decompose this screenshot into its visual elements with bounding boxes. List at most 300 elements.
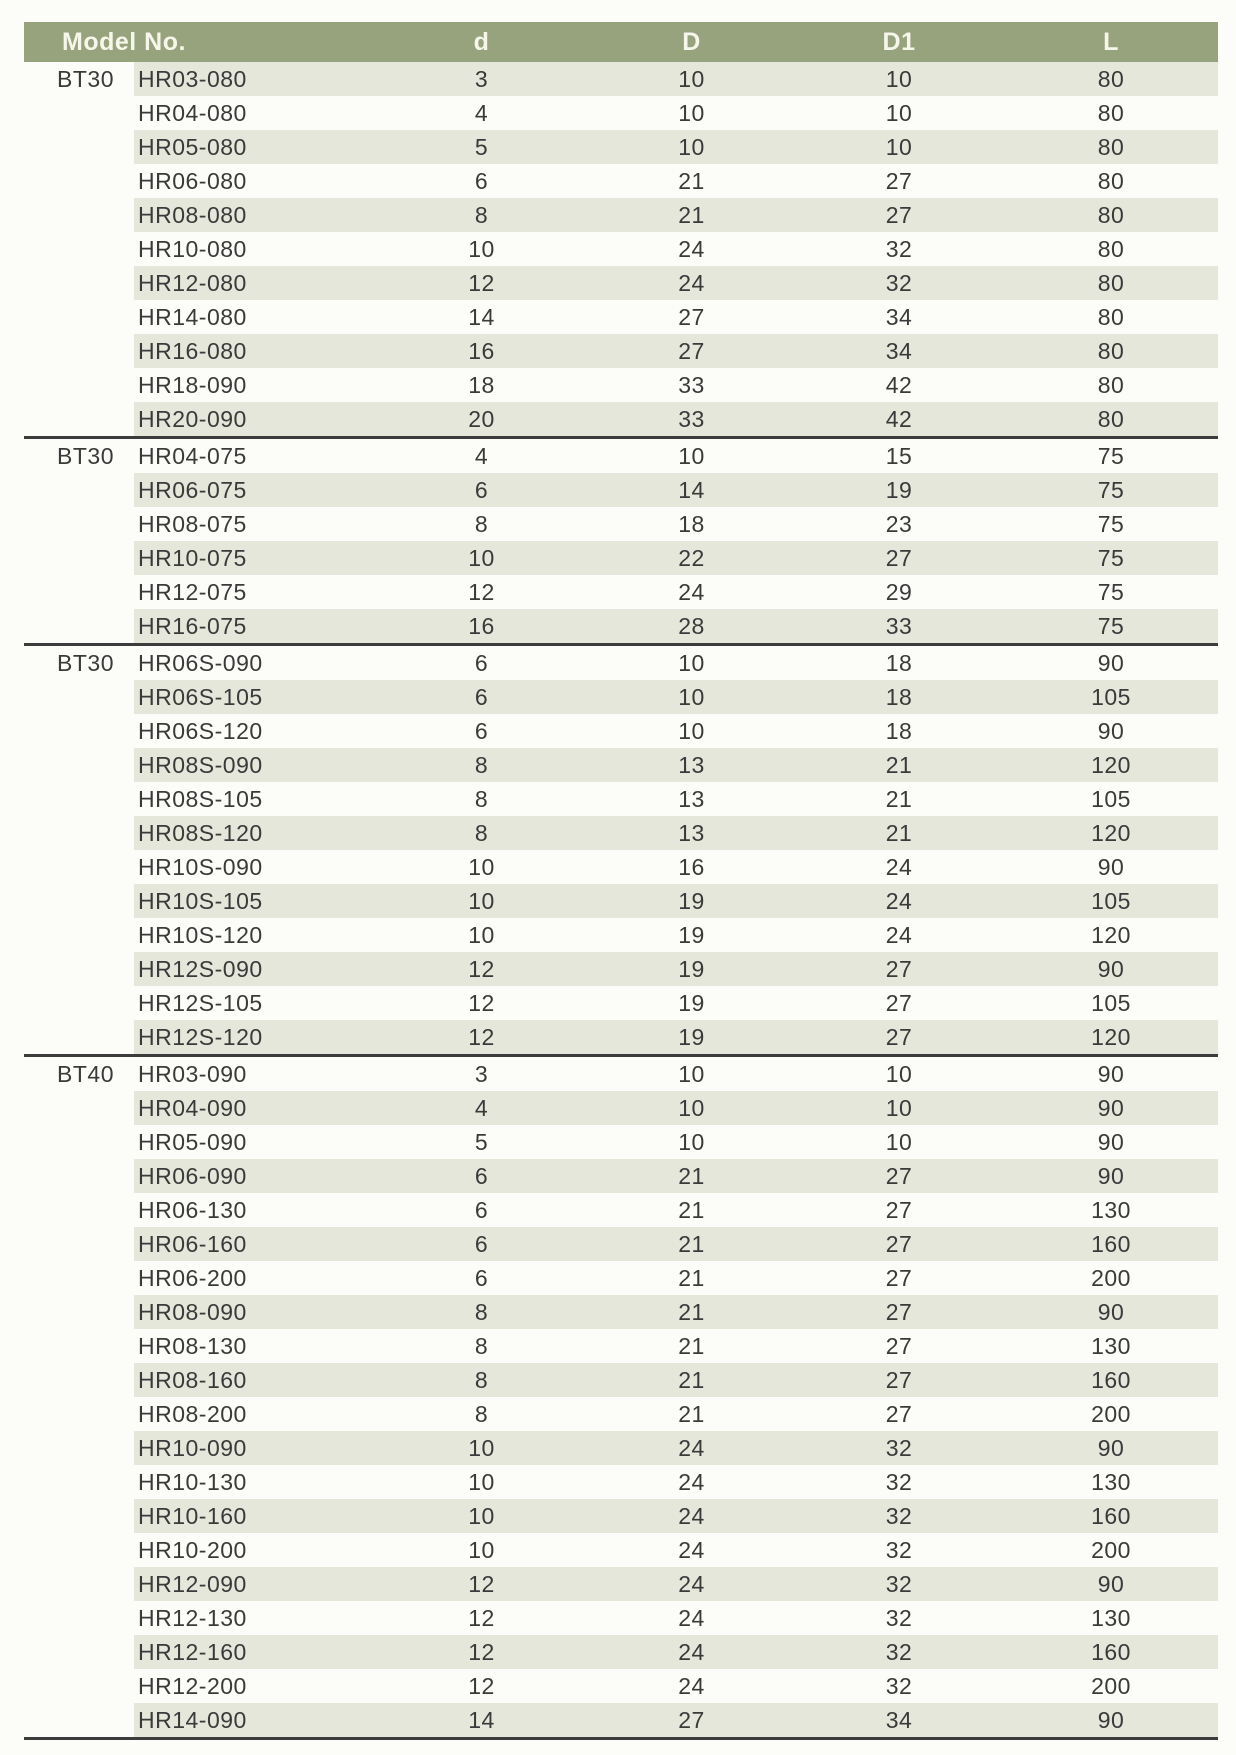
table-row: [24, 438, 1218, 474]
value-cell: 21: [589, 1295, 794, 1329]
value-cell: 90: [1097, 717, 1125, 744]
value-cell: 32: [794, 1635, 1004, 1669]
value-cell: 90: [1004, 1159, 1218, 1193]
model-no-cell: HR08-130: [138, 1332, 247, 1359]
value-cell: 90: [1004, 645, 1218, 681]
column-header-model-no: Model No.: [24, 22, 374, 62]
model-no-cell: HR20-090: [134, 402, 374, 438]
value-cell: 160: [1004, 1227, 1218, 1261]
value-cell: 4: [474, 99, 489, 126]
table-row: [24, 850, 1218, 884]
table-header: [24, 22, 1218, 62]
value-cell: 19: [589, 884, 794, 918]
value-cell: 32: [885, 1672, 913, 1699]
model-no-cell: HR03-090: [134, 1056, 374, 1092]
value-cell: 120: [1004, 816, 1218, 850]
value-cell: 130: [1091, 1196, 1131, 1223]
table-row: [24, 1499, 1218, 1533]
table-row: [24, 1703, 1218, 1739]
group-label-cell: [24, 714, 134, 748]
value-cell: 12: [374, 1635, 589, 1669]
group-label-cell: [24, 748, 134, 782]
table-row: [24, 164, 1218, 198]
value-cell: 8: [474, 785, 489, 812]
value-cell: 18: [794, 680, 1004, 714]
group-label-cell: BT30: [24, 645, 134, 681]
model-no-cell: HR04-075: [134, 438, 374, 474]
value-cell: 24: [678, 1536, 705, 1563]
group-label-cell: [24, 368, 134, 402]
value-cell: 75: [1097, 578, 1125, 605]
value-cell: 27: [885, 167, 913, 194]
value-cell: 15: [794, 438, 1004, 474]
value-cell: 33: [794, 609, 1004, 645]
value-cell: 8: [474, 510, 489, 537]
model-no-cell: HR08S-120: [134, 816, 374, 850]
value-cell: 200: [1091, 1264, 1131, 1291]
model-no-cell: HR04-090: [134, 1091, 374, 1125]
value-cell: 24: [678, 1604, 705, 1631]
value-cell: 10: [678, 1128, 705, 1155]
value-cell: 160: [1004, 1363, 1218, 1397]
value-cell: 24: [678, 1672, 705, 1699]
value-cell: 12: [374, 1567, 589, 1601]
header-row: [24, 22, 1218, 62]
group-label-cell: [24, 507, 134, 541]
table-row: [24, 1635, 1218, 1669]
model-no-cell: HR06S-120: [138, 717, 263, 744]
value-cell: 6: [474, 1196, 489, 1223]
value-cell: 32: [794, 266, 1004, 300]
value-cell: 105: [1004, 884, 1218, 918]
model-no-cell: HR16-080: [134, 334, 374, 368]
value-cell: 24: [678, 1468, 705, 1495]
value-cell: 80: [1097, 371, 1125, 398]
group-label-cell: [24, 1567, 134, 1601]
value-cell: 27: [589, 1703, 794, 1739]
table-row: [24, 232, 1218, 266]
value-cell: 27: [885, 989, 913, 1016]
model-no-cell: HR16-075: [134, 609, 374, 645]
model-no-cell: HR12S-105: [138, 989, 263, 1016]
value-cell: 24: [589, 1635, 794, 1669]
group-label-cell: [24, 1261, 134, 1295]
value-cell: 105: [1091, 989, 1131, 1016]
table-row: [24, 1397, 1218, 1431]
model-no-cell: HR12S-120: [134, 1020, 374, 1056]
value-cell: 90: [1004, 1091, 1218, 1125]
value-cell: 6: [474, 1264, 489, 1291]
model-no-cell: HR14-080: [138, 303, 247, 330]
table-row: [24, 645, 1218, 681]
value-cell: 12: [468, 989, 495, 1016]
group-label-cell: [24, 1397, 134, 1431]
table-row: [24, 1465, 1218, 1499]
group-label-cell: [24, 1159, 134, 1193]
model-no-cell: HR03-080: [134, 62, 374, 96]
value-cell: 130: [1091, 1332, 1131, 1359]
value-cell: 42: [794, 402, 1004, 438]
model-no-cell: HR08-200: [138, 1400, 247, 1427]
table-row: [24, 748, 1218, 782]
value-cell: 14: [374, 1703, 589, 1739]
value-cell: 12: [374, 952, 589, 986]
table-row: [24, 1261, 1218, 1295]
value-cell: 32: [794, 1431, 1004, 1465]
value-cell: 130: [1091, 1468, 1131, 1495]
group-label-cell: [24, 952, 134, 986]
value-cell: 10: [794, 1091, 1004, 1125]
value-cell: 24: [885, 853, 913, 880]
value-cell: 12: [468, 578, 495, 605]
value-cell: 27: [885, 1264, 913, 1291]
value-cell: 29: [885, 578, 913, 605]
value-cell: 21: [678, 167, 705, 194]
group-label-cell: [24, 680, 134, 714]
value-cell: 90: [1004, 952, 1218, 986]
group-label-cell: [24, 1091, 134, 1125]
value-cell: 19: [678, 989, 705, 1016]
value-cell: 10: [468, 1536, 495, 1563]
group-label-cell: [24, 334, 134, 368]
group-label-cell: [24, 198, 134, 232]
model-no-cell: HR05-090: [138, 1128, 247, 1155]
model-no-cell: HR10S-120: [138, 921, 263, 948]
value-cell: 32: [885, 1536, 913, 1563]
group-label-cell: [24, 1295, 134, 1329]
table-row: [24, 1193, 1218, 1227]
value-cell: 27: [589, 334, 794, 368]
value-cell: 6: [374, 680, 589, 714]
group-label-cell: [24, 164, 134, 198]
value-cell: 10: [589, 130, 794, 164]
value-cell: 34: [794, 1703, 1004, 1739]
value-cell: 27: [885, 1400, 913, 1427]
value-cell: 8: [374, 198, 589, 232]
value-cell: 16: [374, 334, 589, 368]
value-cell: 24: [589, 266, 794, 300]
value-cell: 21: [678, 1264, 705, 1291]
value-cell: 105: [1091, 785, 1131, 812]
value-cell: 80: [1004, 402, 1218, 438]
value-cell: 90: [1004, 1295, 1218, 1329]
group-label-cell: [24, 473, 134, 507]
dimensions-table: [24, 22, 1218, 1740]
value-cell: 21: [589, 1227, 794, 1261]
model-no-cell: HR04-080: [138, 99, 247, 126]
group-label-cell: [24, 266, 134, 300]
group-label-cell: [24, 300, 134, 334]
value-cell: 90: [1004, 1703, 1218, 1739]
group-label-cell: [24, 402, 134, 438]
value-cell: 80: [1004, 266, 1218, 300]
dimensions-table-container: [24, 22, 1218, 1740]
value-cell: 200: [1091, 1672, 1131, 1699]
value-cell: 19: [678, 921, 705, 948]
value-cell: 13: [678, 785, 705, 812]
model-no-cell: HR10-130: [138, 1468, 247, 1495]
value-cell: 3: [374, 62, 589, 96]
value-cell: 160: [1004, 1635, 1218, 1669]
value-cell: 34: [885, 303, 913, 330]
group-label-cell: [24, 1227, 134, 1261]
table-row: [24, 368, 1218, 402]
table-row: [24, 1329, 1218, 1363]
value-cell: 27: [794, 1363, 1004, 1397]
group-label-cell: [24, 609, 134, 645]
table-row: [24, 816, 1218, 850]
value-cell: 8: [374, 816, 589, 850]
value-cell: 27: [794, 541, 1004, 575]
value-cell: 75: [1004, 609, 1218, 645]
table-row: [24, 782, 1218, 816]
value-cell: 21: [885, 785, 913, 812]
table-row: [24, 609, 1218, 645]
table-row: [24, 575, 1218, 609]
model-no-cell: HR08S-090: [134, 748, 374, 782]
group-label-cell: [24, 1465, 134, 1499]
value-cell: 12: [374, 1020, 589, 1056]
value-cell: 10: [468, 853, 495, 880]
value-cell: 32: [794, 1499, 1004, 1533]
value-cell: 21: [678, 1400, 705, 1427]
value-cell: 6: [474, 717, 489, 744]
model-no-cell: HR08-075: [138, 510, 247, 537]
value-cell: 42: [885, 371, 913, 398]
value-cell: 10: [589, 680, 794, 714]
value-cell: 10: [468, 921, 495, 948]
group-label-cell: [24, 541, 134, 575]
value-cell: 160: [1004, 1499, 1218, 1533]
table-row: [24, 1125, 1218, 1159]
value-cell: 12: [468, 1672, 495, 1699]
value-cell: 5: [474, 1128, 489, 1155]
table-row: [24, 402, 1218, 438]
table-row: [24, 130, 1218, 164]
group-label-cell: [24, 782, 134, 816]
value-cell: 90: [1004, 1056, 1218, 1092]
model-no-cell: HR06-160: [134, 1227, 374, 1261]
group-label-cell: [24, 986, 134, 1020]
table-row: [24, 1601, 1218, 1635]
value-cell: 200: [1091, 1400, 1131, 1427]
value-cell: 14: [468, 303, 495, 330]
value-cell: 18: [794, 645, 1004, 681]
column-header-d: d: [374, 22, 589, 62]
model-no-cell: HR08S-105: [138, 785, 263, 812]
table-row: [24, 266, 1218, 300]
table-row: [24, 1669, 1218, 1703]
model-no-cell: HR12-160: [134, 1635, 374, 1669]
value-cell: 27: [794, 1295, 1004, 1329]
value-cell: 21: [589, 1363, 794, 1397]
value-cell: 75: [1004, 438, 1218, 474]
value-cell: 10: [374, 1431, 589, 1465]
value-cell: 10: [589, 645, 794, 681]
table-row: [24, 884, 1218, 918]
value-cell: 32: [885, 1468, 913, 1495]
value-cell: 27: [794, 1020, 1004, 1056]
value-cell: 6: [374, 1159, 589, 1193]
model-no-cell: HR10-160: [134, 1499, 374, 1533]
value-cell: 24: [794, 884, 1004, 918]
model-no-cell: HR06-075: [134, 473, 374, 507]
value-cell: 10: [468, 1468, 495, 1495]
group-label-cell: [24, 1363, 134, 1397]
table-row: [24, 952, 1218, 986]
value-cell: 24: [678, 578, 705, 605]
value-cell: 10: [374, 884, 589, 918]
value-cell: 27: [678, 303, 705, 330]
value-cell: 27: [794, 952, 1004, 986]
group-label-cell: [24, 1125, 134, 1159]
value-cell: 32: [794, 1567, 1004, 1601]
value-cell: 24: [589, 1567, 794, 1601]
model-no-cell: HR12-075: [138, 578, 247, 605]
value-cell: 4: [374, 1091, 589, 1125]
table-row: [24, 334, 1218, 368]
value-cell: 8: [474, 1400, 489, 1427]
table-row: [24, 986, 1218, 1020]
group-label-cell: [24, 850, 134, 884]
value-cell: 27: [794, 1227, 1004, 1261]
table-row: [24, 1295, 1218, 1329]
table-row: [24, 1363, 1218, 1397]
group-label-cell: [24, 816, 134, 850]
value-cell: 21: [678, 1196, 705, 1223]
value-cell: 4: [374, 438, 589, 474]
value-cell: 80: [1004, 130, 1218, 164]
group-label-cell: BT40: [24, 1056, 134, 1092]
value-cell: 10: [589, 1056, 794, 1092]
model-no-cell: HR08-160: [134, 1363, 374, 1397]
model-no-cell: HR08-090: [134, 1295, 374, 1329]
value-cell: 80: [1004, 62, 1218, 96]
value-cell: 10: [885, 99, 913, 126]
value-cell: 3: [374, 1056, 589, 1092]
value-cell: 5: [374, 130, 589, 164]
value-cell: 8: [374, 1363, 589, 1397]
value-cell: 200: [1091, 1536, 1131, 1563]
model-no-cell: HR10-075: [134, 541, 374, 575]
table-row: [24, 1567, 1218, 1601]
value-cell: 21: [678, 1332, 705, 1359]
group-label-cell: [24, 1533, 134, 1567]
value-cell: 10: [678, 99, 705, 126]
value-cell: 105: [1004, 680, 1218, 714]
value-cell: 19: [794, 473, 1004, 507]
model-no-cell: HR12-130: [138, 1604, 247, 1631]
value-cell: 21: [589, 1159, 794, 1193]
model-no-cell: HR12-200: [138, 1672, 247, 1699]
column-header-d-cap: D: [589, 22, 794, 62]
value-cell: 10: [589, 438, 794, 474]
value-cell: 23: [885, 510, 913, 537]
value-cell: 22: [589, 541, 794, 575]
value-cell: 10: [794, 1056, 1004, 1092]
group-label-cell: [24, 575, 134, 609]
table-row: [24, 1159, 1218, 1193]
value-cell: 90: [1097, 1128, 1125, 1155]
table-row: [24, 473, 1218, 507]
value-cell: 75: [1097, 510, 1125, 537]
value-cell: 10: [374, 541, 589, 575]
value-cell: 16: [678, 853, 705, 880]
group-label-cell: BT30: [24, 438, 134, 474]
value-cell: 12: [468, 1604, 495, 1631]
model-no-cell: HR05-080: [134, 130, 374, 164]
value-cell: 10: [794, 62, 1004, 96]
value-cell: 8: [474, 1332, 489, 1359]
group-label-cell: BT30: [57, 65, 114, 92]
group-label-cell: [24, 96, 134, 130]
value-cell: 27: [794, 198, 1004, 232]
value-cell: 32: [885, 1604, 913, 1631]
value-cell: 28: [589, 609, 794, 645]
table-row: [24, 1227, 1218, 1261]
value-cell: 12: [374, 266, 589, 300]
value-cell: 120: [1004, 1020, 1218, 1056]
table-row: [24, 62, 1218, 96]
value-cell: 24: [678, 235, 705, 262]
value-cell: 19: [589, 1020, 794, 1056]
value-cell: 21: [794, 748, 1004, 782]
value-cell: 18: [468, 371, 495, 398]
value-cell: 120: [1004, 748, 1218, 782]
spec-table-body: [24, 62, 1218, 1739]
value-cell: 24: [885, 921, 913, 948]
value-cell: 130: [1091, 1604, 1131, 1631]
value-cell: 16: [374, 609, 589, 645]
group-label-cell: [24, 884, 134, 918]
table-row: [24, 1056, 1218, 1092]
value-cell: 18: [885, 717, 913, 744]
model-no-cell: HR10-080: [138, 235, 247, 262]
group-label-cell: [24, 1601, 134, 1635]
table-row: [24, 198, 1218, 232]
value-cell: 10: [589, 1091, 794, 1125]
group-label-cell: [24, 130, 134, 164]
value-cell: 27: [885, 1332, 913, 1359]
value-cell: 6: [474, 167, 489, 194]
column-header-d1: D1: [794, 22, 1004, 62]
model-no-cell: HR10-200: [138, 1536, 247, 1563]
group-label-cell: [24, 1193, 134, 1227]
value-cell: 14: [589, 473, 794, 507]
model-no-cell: HR14-090: [134, 1703, 374, 1739]
value-cell: 24: [589, 1431, 794, 1465]
group-label-cell: [24, 232, 134, 266]
value-cell: 90: [1004, 1567, 1218, 1601]
model-no-cell: HR06S-105: [134, 680, 374, 714]
model-no-cell: HR10S-105: [134, 884, 374, 918]
group-label-cell: [24, 1020, 134, 1056]
column-header-l: L: [1004, 22, 1218, 62]
group-label-cell: [24, 1499, 134, 1533]
model-no-cell: HR06-200: [138, 1264, 247, 1291]
value-cell: 33: [589, 402, 794, 438]
value-cell: 80: [1097, 235, 1125, 262]
model-no-cell: HR06S-090: [134, 645, 374, 681]
value-cell: 90: [1097, 853, 1125, 880]
table-row: [24, 1020, 1218, 1056]
value-cell: 18: [678, 510, 705, 537]
value-cell: 24: [589, 1499, 794, 1533]
value-cell: 27: [885, 1196, 913, 1223]
value-cell: 80: [1004, 334, 1218, 368]
value-cell: 10: [468, 235, 495, 262]
value-cell: 13: [589, 816, 794, 850]
